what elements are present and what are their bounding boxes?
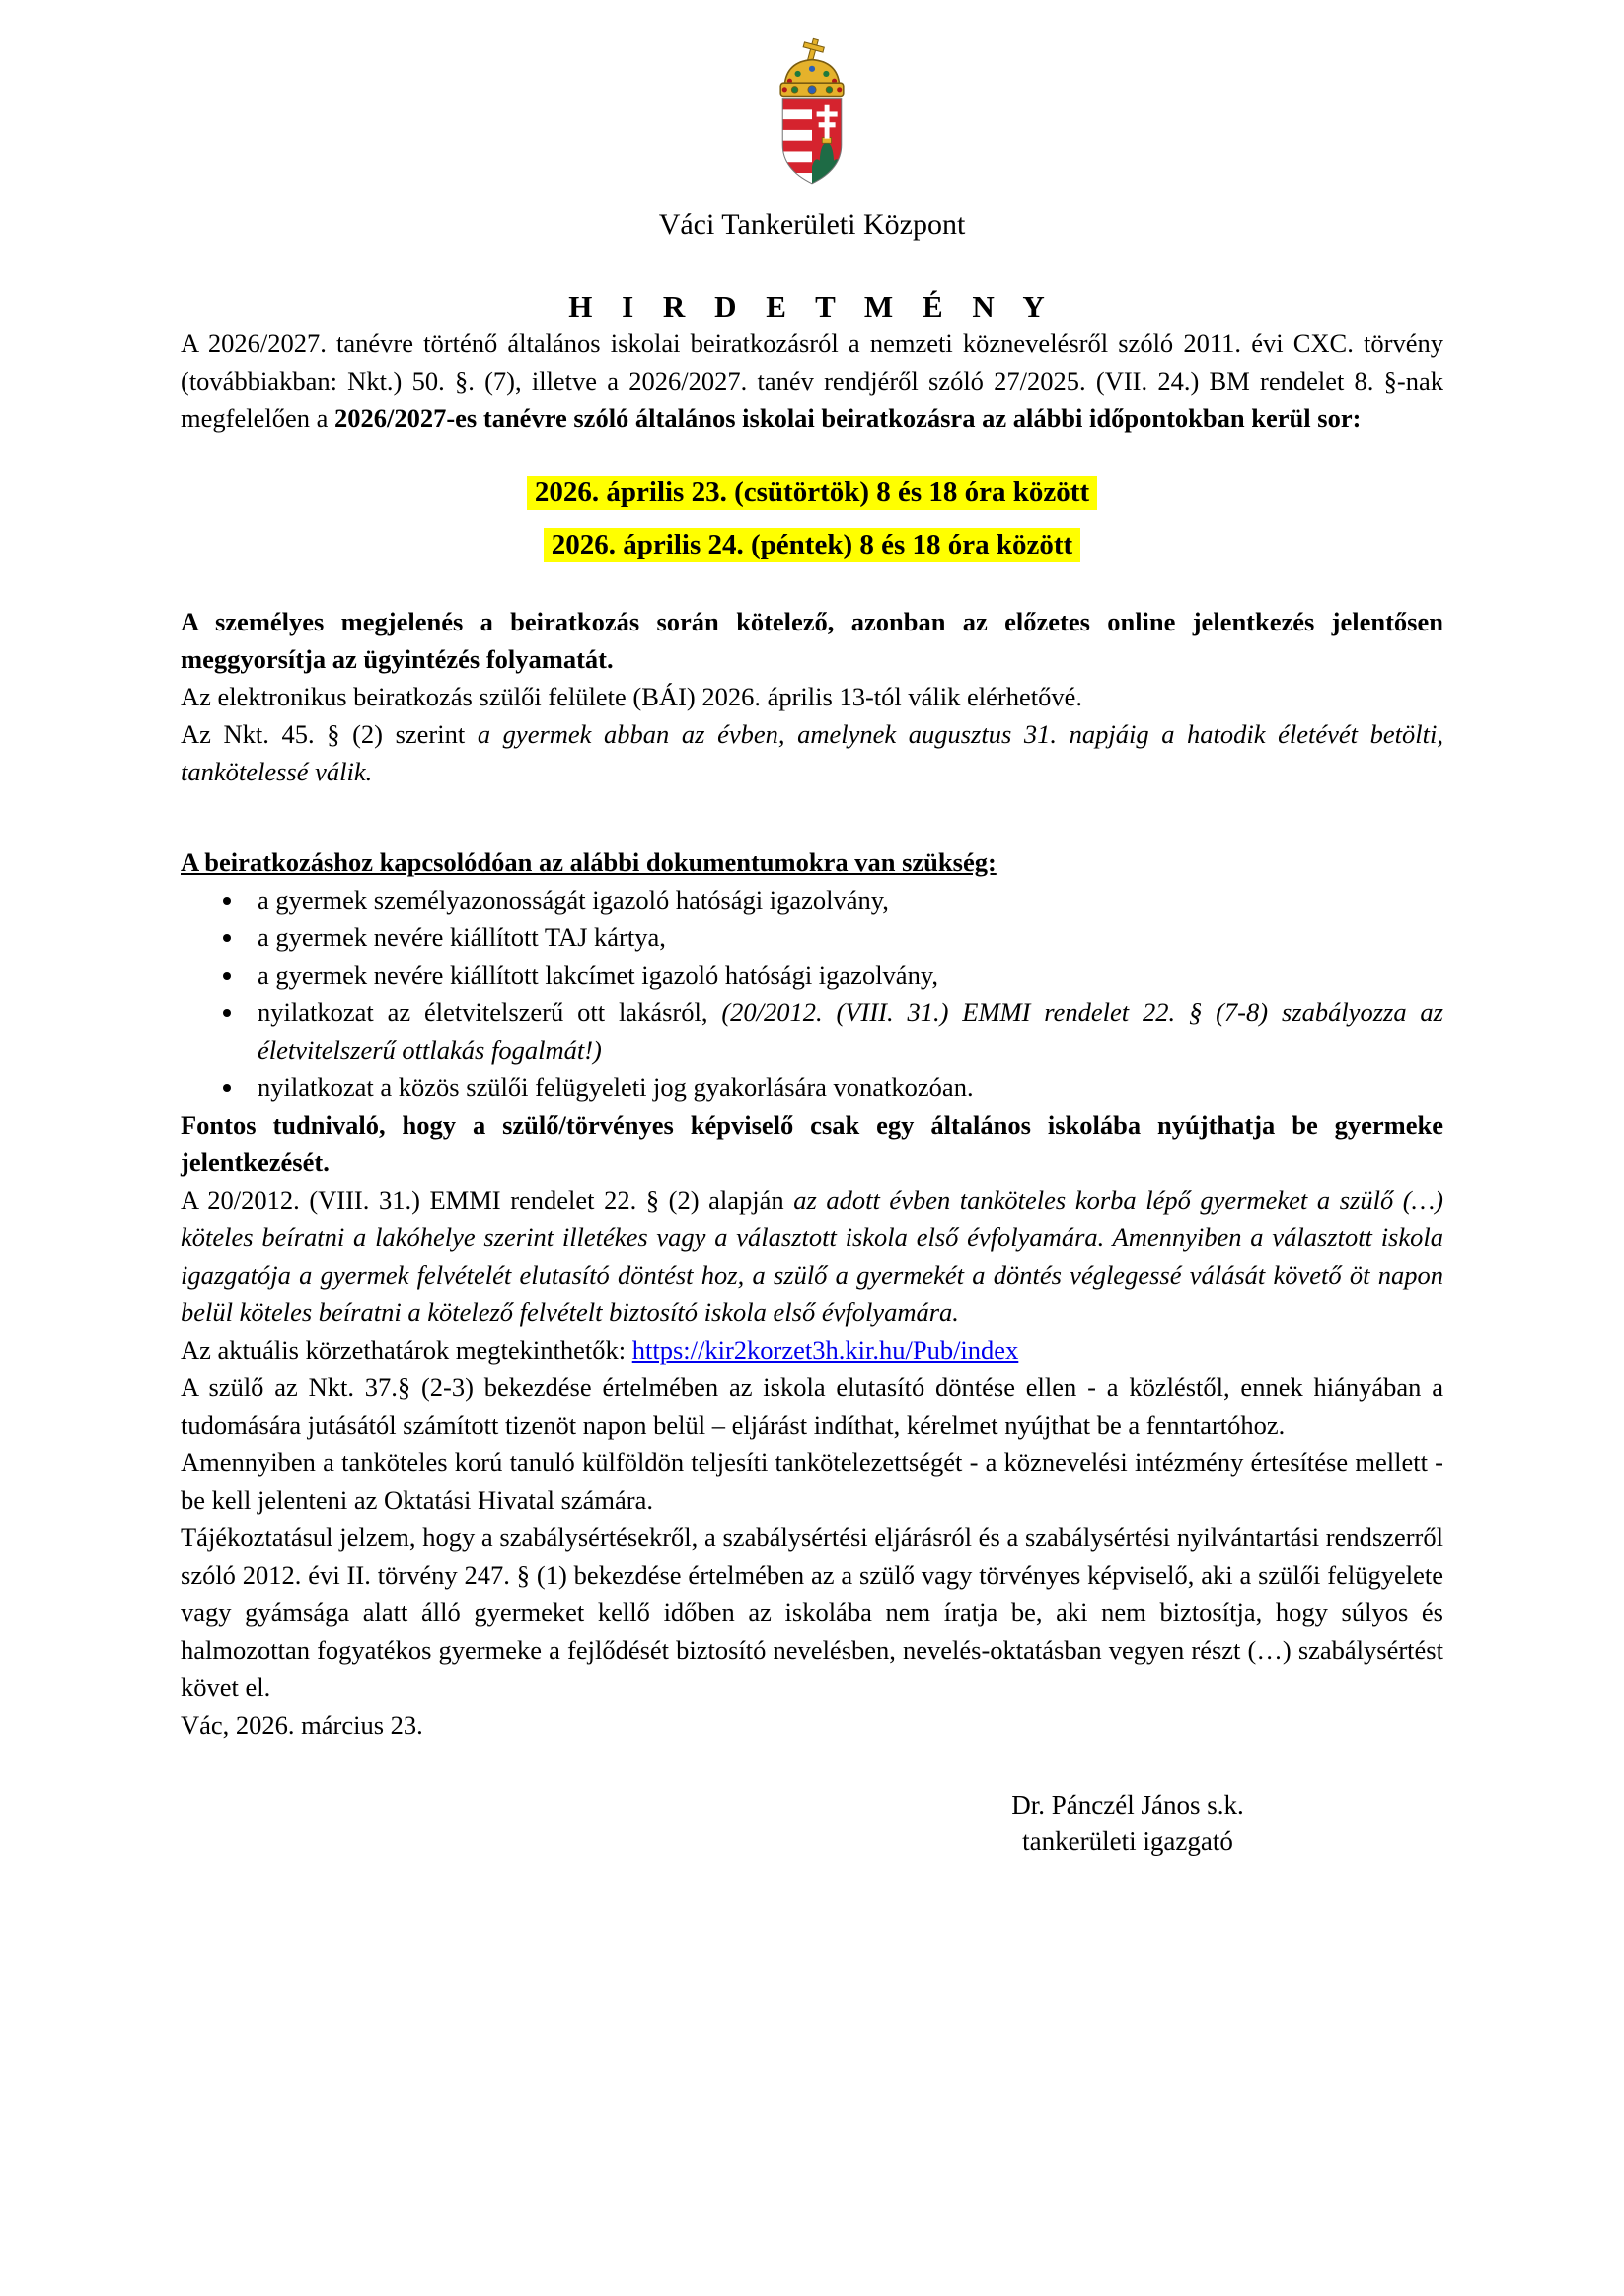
electronic-enrollment-line: Az elektronikus beiratkozás szülői felülete (BÁI) 2026. április 13-tól válik elérhetővé. (181, 682, 1082, 711)
nkt45-paragraph (181, 715, 1443, 790)
district-boundaries-link[interactable]: https://kir2korzet3h.kir.hu/Pub/index (631, 1335, 1019, 1365)
abroad-paragraph: Amennyiben a tanköteles korú tanuló külföldön teljesíti tankötelezettségét - a köznevelési intézmény értesítése mellett - be kell jelenteni az Oktatási Hivatal számára. (181, 1447, 1443, 1515)
intro-bold-text: 2026/2027-es tanévre szóló általános iskolai beiratkozásra az alábbi időpontokban kerül sor: (333, 404, 1362, 433)
important-notice-bold: Fontos tudnivaló, hogy a szülő/törvényes képviselő csak egy általános iskolába nyújthatja be gyermeke jelentkezését. (181, 1110, 1443, 1177)
list-item-italic: (20/2012. (VIII. 31.) EMMI rendelet 22. § (7-8) szabályozza az életvitelszerű ottlakás fogalmát!) (258, 998, 1443, 1065)
list-item (246, 994, 1443, 1069)
hungarian-coat-of-arms-icon (750, 37, 874, 191)
nkt45-italic: a gyermek abban az évben, amelynek augusztus 31. napjáig a hatodik életévét betölti, tankötelessé válik. (181, 719, 1443, 786)
list-item (246, 956, 1443, 994)
emmi-decree-paragraph (181, 1181, 1443, 1331)
emmi-regular: A 20/2012. (VIII. 31.) EMMI rendelet 22. § (2) alapján (181, 1185, 794, 1215)
highlighted-date-1: 2026. április 23. (csütörtök) 8 és 18 óra között (527, 476, 1097, 510)
district-boundaries-label: Az aktuális körzethatárok megtekinthetők: (181, 1335, 632, 1365)
personal-appearance-paragraph (181, 603, 1443, 678)
organization-name: Váci Tankerületi Központ (658, 208, 966, 241)
list-item (246, 1069, 1443, 1106)
signature-block (950, 1787, 1305, 1860)
document-title: H I R D E T M É N Y (568, 289, 1056, 324)
important-notice-paragraph (181, 1106, 1443, 1181)
nkt45-regular: Az Nkt. 45. § (2) szerint (181, 719, 478, 749)
documents-list (181, 881, 1443, 1106)
personal-appearance-bold: A személyes megjelenés a beiratkozás során kötelező, azonban az előzetes online jelentkezés jelentősen meggyorsítja az ügyintézés folyamatát. (181, 607, 1443, 674)
list-item-text: a gyermek személyazonosságát igazoló hatósági igazolvány, (258, 885, 889, 915)
signature-role: tankerületi igazgató (1022, 1826, 1233, 1856)
list-item-text: nyilatkozat a közös szülői felügyeleti jog gyakorlására vonatkozóan. (258, 1073, 974, 1102)
enrollment-dates (181, 469, 1443, 573)
district-boundaries-line (181, 1331, 1443, 1369)
header-crest (181, 37, 1443, 196)
list-item (246, 919, 1443, 956)
signature-name: Dr. Pánczél János s.k. (1011, 1790, 1244, 1819)
list-item-text: a gyermek nevére kiállított lakcímet igazoló hatósági igazolvány, (258, 960, 938, 990)
intro-paragraph (181, 325, 1443, 437)
emmi-italic: az adott évben tanköteles korba lépő gyermeket a szülő (…) köteles beíratni a lakóhelye szerint illetékes vagy a választott iskola első évfolyamára. Amennyiben a választott iskola igazgatója a gyermek felvételét elutasító döntést hoz, a szülő a gyermekét a döntés véglegessé válását követő öt napon belül köteles beíratni a kötelező felvételt biztosító iskola első évfolyamára. (181, 1185, 1443, 1327)
list-item (246, 881, 1443, 919)
intro-text: A 2026/2027. tanévre történő általános iskolai beiratkozásról a nemzeti köznevelésről szóló 2011. évi CXC. törvény (továbbiakban: Nkt.) 50. §. (7), illetve a 2026/2027. tanév rendjéről szóló 27/2025. (VII. 24.) BM rendelet 8. §-nak megfelelően a (181, 329, 1443, 433)
appeal-paragraph: A szülő az Nkt. 37.§ (2-3) bekezdése értelmében az iskola elutasító döntése ellen - a közléstől, ennek hiányában a tudomására jutásától számított tizenöt napon belül – eljárást indíthat, kérelmet nyújthat be a fenntartóhoz. (181, 1372, 1443, 1440)
enrollment-date-line (181, 469, 1443, 521)
list-item-text: a gyermek nevére kiállított TAJ kártya, (258, 923, 666, 952)
dateline: Vác, 2026. március 23. (181, 1710, 423, 1740)
documents-heading: A beiratkozáshoz kapcsolódóan az alábbi dokumentumokra van szükség: (181, 848, 997, 877)
enrollment-date-line (181, 521, 1443, 573)
highlighted-date-2: 2026. április 24. (péntek) 8 és 18 óra között (544, 528, 1080, 562)
list-item-text: nyilatkozat az életvitelszerű ott lakásról, (258, 998, 722, 1027)
violation-paragraph: Tájékoztatásul jelzem, hogy a szabálysértésekről, a szabálysértési eljárásról és a szabálysértési nyilvántartási rendszerről szóló 2012. évi II. törvény 247. § (1) bekezdése értelmében az a szülő vagy törvényes képviselő, aki a szülői felügyelete vagy gyámsága alatt álló gyermeket kellő időben az iskolába nem íratja be, aki nem biztosítja, hogy súlyos és halmozottan fogyatékos gyermeke a fejlődését biztosító nevelésben, nevelés-oktatásban vegyen részt (…) szabálysértést követ el. (181, 1522, 1443, 1702)
